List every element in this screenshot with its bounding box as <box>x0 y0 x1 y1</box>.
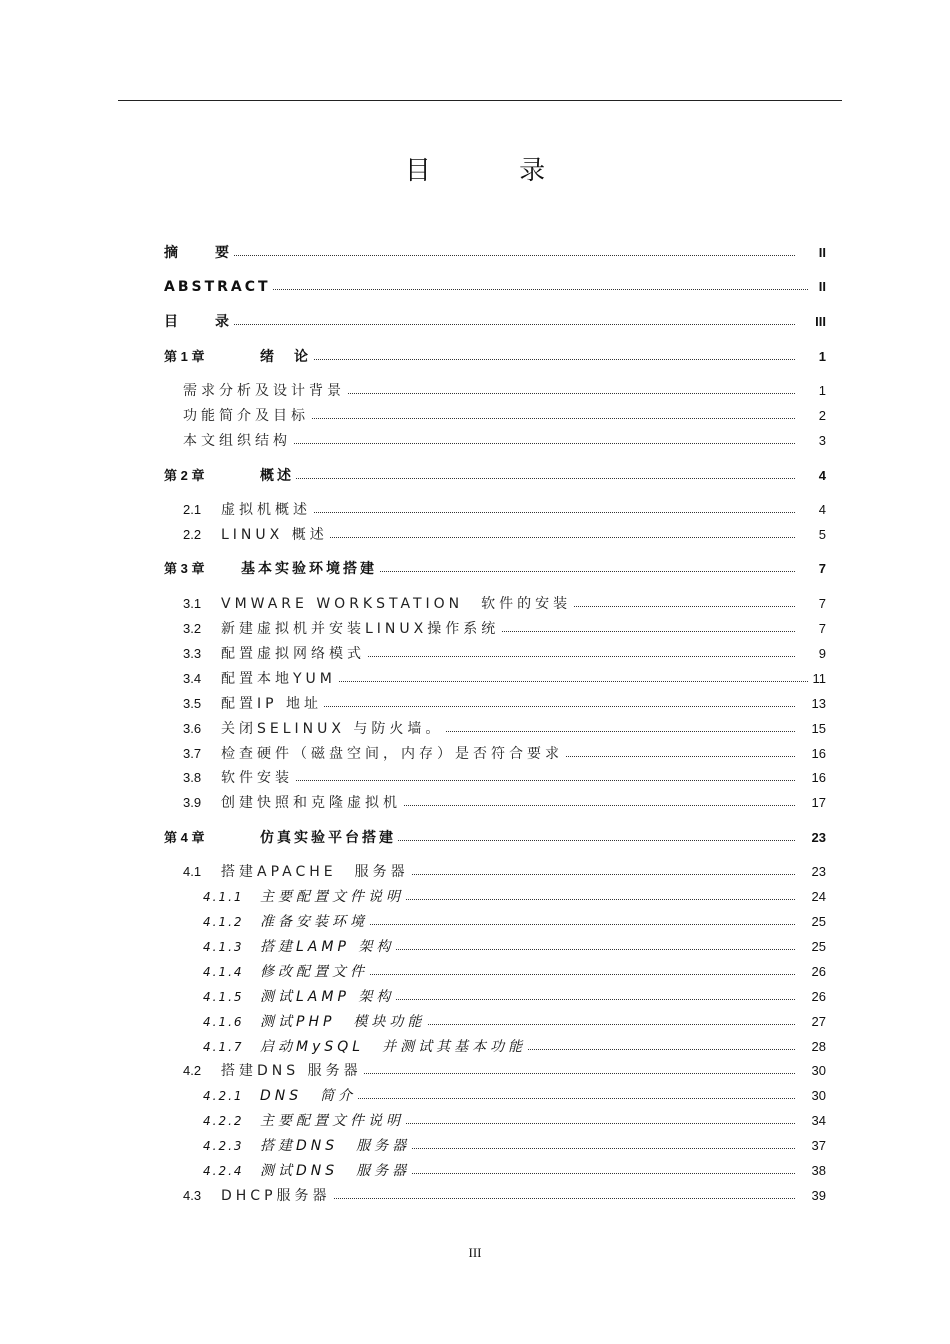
toc-entry-label: DHCP服务器 <box>221 1188 331 1204</box>
toc-entry-page: 25 <box>811 914 826 929</box>
toc-entry-page: 16 <box>811 770 826 785</box>
toc-entry-page: 30 <box>811 1063 826 1078</box>
toc-entry-number: 4.3 <box>183 1188 202 1203</box>
toc-entry[interactable] <box>0 1037 950 1057</box>
toc-entry[interactable] <box>0 431 950 451</box>
toc-dot-leader <box>164 255 795 256</box>
toc-entry-page: 4 <box>818 502 826 517</box>
toc-entry[interactable] <box>0 719 950 739</box>
toc-entry[interactable] <box>0 1111 950 1131</box>
toc-entry-page: 13 <box>811 696 826 711</box>
toc-entry-page: 4 <box>818 468 826 483</box>
toc-dot-leader <box>164 324 795 325</box>
toc-entry[interactable] <box>0 987 950 1007</box>
toc-entry[interactable] <box>0 1136 950 1156</box>
toc-entry-number: 第 3 章 <box>164 561 205 576</box>
toc-entry-number: 4.1.7 <box>203 1040 244 1054</box>
toc-entry-page: 1 <box>818 383 826 398</box>
toc-entry-number: 4.2.3 <box>203 1139 244 1153</box>
toc-entry-page: 15 <box>811 721 826 736</box>
toc-entry-page: 7 <box>818 621 826 636</box>
toc-entry[interactable] <box>0 1086 950 1106</box>
toc-entry-page: 7 <box>818 596 826 611</box>
toc-entry-page: 9 <box>818 646 826 661</box>
toc-entry-page: 17 <box>811 795 826 810</box>
toc-entry-number: 4.1.4 <box>203 965 244 979</box>
toc-dot-leader <box>260 478 795 479</box>
toc-entry[interactable] <box>0 768 950 788</box>
toc-entry[interactable] <box>0 594 950 614</box>
toc-entry-page: 16 <box>811 746 826 761</box>
toc-entry-page: 30 <box>811 1088 826 1103</box>
toc-entry[interactable] <box>0 500 950 520</box>
toc-entry-page: 1 <box>818 349 826 364</box>
toc-entry-label: 主要配置文件说明 <box>260 889 404 905</box>
toc-entry-number: 4.1.1 <box>203 890 244 904</box>
toc-entry[interactable] <box>0 312 950 332</box>
toc-entry-number: 3.5 <box>183 696 202 711</box>
toc-entry-number: 3.9 <box>183 795 202 810</box>
toc-entry[interactable] <box>0 1061 950 1081</box>
toc-entry-number: 3.4 <box>183 671 202 686</box>
toc-entry[interactable] <box>0 525 950 545</box>
toc-entry-label: ABSTRACT <box>164 279 271 295</box>
toc-entry-page: 23 <box>811 864 826 879</box>
toc-dot-leader <box>221 780 795 781</box>
toc-entry-label: 配置IP 地址 <box>221 696 323 712</box>
page-title: 目 录 <box>404 156 586 186</box>
toc-entry-label: 搭建DNS 服务器 <box>221 1063 362 1079</box>
toc-entry-number: 3.6 <box>183 721 202 736</box>
toc-entry-page: III <box>815 314 826 329</box>
toc-entry-number: 3.2 <box>183 621 202 636</box>
toc-entry-page: 26 <box>811 964 826 979</box>
toc-entry-number: 4.2 <box>183 1063 202 1078</box>
toc-entry[interactable] <box>0 619 950 639</box>
toc-entry-label: 配置虚拟网络模式 <box>221 646 365 662</box>
toc-entry-page: 37 <box>811 1138 826 1153</box>
toc-entry-number: 4.1 <box>183 864 202 879</box>
toc-entry-page: 38 <box>811 1163 826 1178</box>
toc-entry-page: 25 <box>811 939 826 954</box>
toc-entry-page: 11 <box>812 671 826 686</box>
toc-entry-number: 第 2 章 <box>164 468 205 483</box>
toc-entry-label: 搭建APACHE 服务器 <box>221 864 409 880</box>
toc-entry-number: 4.1.6 <box>203 1015 244 1029</box>
toc-entry[interactable] <box>0 828 950 848</box>
toc-entry-label: 测试LAMP 架构 <box>260 989 395 1005</box>
toc-entry-number: 3.7 <box>183 746 202 761</box>
toc-entry-label: 新建虚拟机并安装LINUX操作系统 <box>221 621 500 637</box>
toc-entry[interactable] <box>0 243 950 263</box>
toc-entry-page: 3 <box>818 433 826 448</box>
toc-entry[interactable] <box>0 887 950 907</box>
toc-entry-label: 概述 <box>260 468 294 484</box>
toc-entry[interactable] <box>0 744 950 764</box>
toc-entry-number: 第 4 章 <box>164 830 205 845</box>
toc-entry-page: 39 <box>811 1188 826 1203</box>
toc-entry-page: 23 <box>811 830 826 845</box>
toc-entry-label: 搭建DNS 服务器 <box>260 1138 411 1154</box>
header-rule <box>118 100 842 101</box>
toc-entry-number: 4.1.5 <box>203 990 244 1004</box>
toc-entry-label: 绪 论 <box>260 349 311 365</box>
toc-entry-label: DNS 简介 <box>260 1088 357 1104</box>
toc-entry-label: 主要配置文件说明 <box>260 1113 404 1129</box>
toc-entry-page: 7 <box>818 561 826 576</box>
toc-entry-label: 仿真实验平台搭建 <box>260 830 396 846</box>
toc-entry-page: II <box>818 245 826 260</box>
toc-entry-number: 3.1 <box>183 596 202 611</box>
toc-entry-label: 测试DNS 服务器 <box>260 1163 411 1179</box>
toc-entry[interactable] <box>0 277 950 297</box>
toc-entry[interactable] <box>0 1186 950 1206</box>
toc-entry-number: 4.2.1 <box>203 1089 244 1103</box>
toc-dot-leader <box>260 359 795 360</box>
toc-entry[interactable] <box>0 381 950 401</box>
toc-entry-number: 2.1 <box>183 502 202 517</box>
toc-entry[interactable] <box>0 694 950 714</box>
toc-entry-number: 2.2 <box>183 527 202 542</box>
toc-entry-number: 4.1.2 <box>203 915 244 929</box>
toc-entry-number: 3.8 <box>183 770 202 785</box>
toc-entry[interactable] <box>0 937 950 957</box>
toc-entry[interactable] <box>0 559 950 579</box>
toc-entry-label: 搭建LAMP 架构 <box>260 939 395 955</box>
toc-entry[interactable] <box>0 862 950 882</box>
toc-entry-label: 基本实验环境搭建 <box>241 561 377 577</box>
toc-entry-label: 配置本地YUM <box>221 671 336 687</box>
toc-entry-label: 摘 要 <box>164 245 232 261</box>
toc-entry-label: LINUX 概述 <box>221 527 328 543</box>
toc-entry-page: 24 <box>811 889 826 904</box>
toc-entry[interactable] <box>0 406 950 426</box>
toc-entry-page: 2 <box>818 408 826 423</box>
toc-entry-page: 26 <box>811 989 826 1004</box>
toc-entry[interactable] <box>0 644 950 664</box>
toc-entry-label: 修改配置文件 <box>260 964 368 980</box>
toc-entry[interactable] <box>0 912 950 932</box>
toc-entry-label: 需求分析及设计背景 <box>183 383 345 399</box>
toc-entry-label: 创建快照和克隆虚拟机 <box>221 795 401 811</box>
toc-entry-label: 虚拟机概述 <box>221 502 311 518</box>
toc-entry-label: 关闭SELINUX 与防火墙。 <box>221 721 444 737</box>
toc-entry[interactable] <box>0 962 950 982</box>
toc-entry-label: 测试PHP 模块功能 <box>260 1014 426 1030</box>
toc-entry[interactable] <box>0 1161 950 1181</box>
page-number: III <box>468 1245 482 1260</box>
toc-entry-label: 准备安装环境 <box>260 914 368 930</box>
toc-entry-number: 3.3 <box>183 646 202 661</box>
toc-entry-number: 4.1.3 <box>203 940 244 954</box>
toc-entry[interactable] <box>0 1012 950 1032</box>
toc-entry-label: 启动MySQL 并测试其基本功能 <box>260 1039 527 1055</box>
toc-entry-label: 本文组织结构 <box>183 433 291 449</box>
toc-entry-number: 4.2.2 <box>203 1114 244 1128</box>
toc-entry[interactable] <box>0 466 950 486</box>
toc-entry-page: II <box>818 279 826 294</box>
toc-entry-number: 第 1 章 <box>164 349 205 364</box>
toc-entry-label: 软件安装 <box>221 770 293 786</box>
toc-entry-label: 目 录 <box>164 314 232 330</box>
toc-entry-number: 4.2.4 <box>203 1164 244 1178</box>
toc-entry-page: 34 <box>811 1113 826 1128</box>
toc-entry[interactable] <box>0 347 950 367</box>
toc-entry-label: 功能简介及目标 <box>183 408 309 424</box>
toc-entry-page: 5 <box>818 527 826 542</box>
toc-entry-page: 28 <box>811 1039 826 1054</box>
toc-entry-label: VMWARE WORKSTATION 软件的安装 <box>221 596 572 612</box>
toc-entry[interactable] <box>0 669 950 689</box>
toc-entry[interactable] <box>0 793 950 813</box>
toc-entry-page: 27 <box>811 1014 826 1029</box>
toc-entry-label: 检查硬件（磁盘空间，内存）是否符合要求 <box>221 746 563 762</box>
